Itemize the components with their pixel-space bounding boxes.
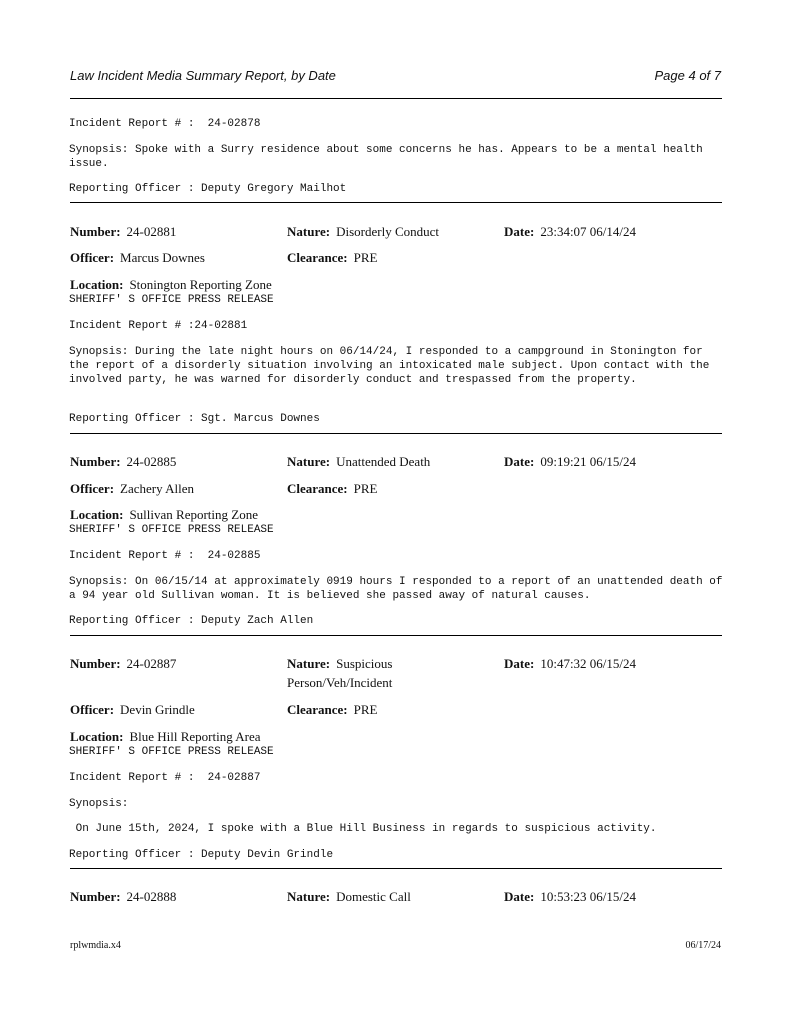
incident-officer: Officer: Zachery Allen <box>70 481 195 496</box>
reporting-officer: Reporting Officer : Deputy Devin Grindle <box>69 849 334 861</box>
incident-location: Location: Blue Hill Reporting Area <box>70 729 261 744</box>
incident-report-line: Incident Report # : 24-02887 <box>69 772 261 784</box>
reporting-officer: Reporting Officer : Deputy Zach Allen <box>69 615 314 627</box>
synopsis: Synopsis: During the late night hours on 06/14/24, I responded to a campground in Stonington for the report of a disorderly situation involving an intoxicated male subject. Upon contact with the involved party, he was warned for disorderly conduct and trespassed from the property. <box>69 346 716 386</box>
synopsis-body: On June 15th, 2024, I spoke with a Blue Hill Business in regards to suspicious activity. <box>69 823 657 835</box>
footer-print-date: 06/17/24 <box>685 940 721 951</box>
incident-nature: Nature: Suspicious Person/Veh/Incident <box>287 656 393 690</box>
incident-date: Date: 10:53:23 06/15/24 <box>504 889 637 904</box>
synopsis: Synopsis: <box>69 798 129 810</box>
synopsis: Synopsis: On 06/15/14 at approximately 0919 hours I responded to a report of an unattended death of a 94 year old Sullivan woman. It is believed she passed away of natural causes. <box>69 576 730 602</box>
incident-nature: Nature: Disorderly Conduct <box>287 224 439 239</box>
footer-report-code: rplwmdia.x4 <box>70 940 121 951</box>
incident-date: Date: 23:34:07 06/14/24 <box>504 224 637 239</box>
synopsis: Synopsis: Spoke with a Surry residence about some concerns he has. Appears to be a mental health issue. <box>69 144 710 170</box>
incident-clearance: Clearance: PRE <box>287 250 378 265</box>
incident-date: Date: 09:19:21 06/15/24 <box>504 454 637 469</box>
incident-clearance: Clearance: PRE <box>287 481 378 496</box>
divider <box>70 202 722 203</box>
incident-report-line: Incident Report # : 24-02885 <box>69 550 261 562</box>
header-divider <box>70 98 722 99</box>
incident-report-line: Incident Report # :24-02881 <box>69 320 248 332</box>
divider <box>70 433 722 434</box>
divider <box>70 635 722 636</box>
incident-location: Location: Sullivan Reporting Zone <box>70 507 258 522</box>
incident-location: Location: Stonington Reporting Zone <box>70 277 272 292</box>
incident-nature: Nature: Domestic Call <box>287 889 411 904</box>
incident-clearance: Clearance: PRE <box>287 702 378 717</box>
reporting-officer: Reporting Officer : Sgt. Marcus Downes <box>69 413 320 425</box>
incident-number: Number: 24-02881 <box>70 224 177 239</box>
press-release-label: SHERIFF' S OFFICE PRESS RELEASE <box>69 524 274 536</box>
incident-number: Number: 24-02885 <box>70 454 177 469</box>
report-title: Law Incident Media Summary Report, by Date <box>70 68 336 83</box>
press-release-label: SHERIFF' S OFFICE PRESS RELEASE <box>69 746 274 758</box>
incident-date: Date: 10:47:32 06/15/24 <box>504 656 637 671</box>
incident-nature: Nature: Unattended Death <box>287 454 431 469</box>
press-release-label: SHERIFF' S OFFICE PRESS RELEASE <box>69 294 274 306</box>
incident-officer: Officer: Marcus Downes <box>70 250 205 265</box>
incident-officer: Officer: Devin Grindle <box>70 702 195 717</box>
divider <box>70 868 722 869</box>
incident-report-line: Incident Report # : 24-02878 <box>69 118 261 130</box>
reporting-officer: Reporting Officer : Deputy Gregory Mailhot <box>69 183 347 195</box>
incident-number: Number: 24-02887 <box>70 656 177 671</box>
incident-number: Number: 24-02888 <box>70 889 177 904</box>
page-number: Page 4 of 7 <box>654 68 721 83</box>
